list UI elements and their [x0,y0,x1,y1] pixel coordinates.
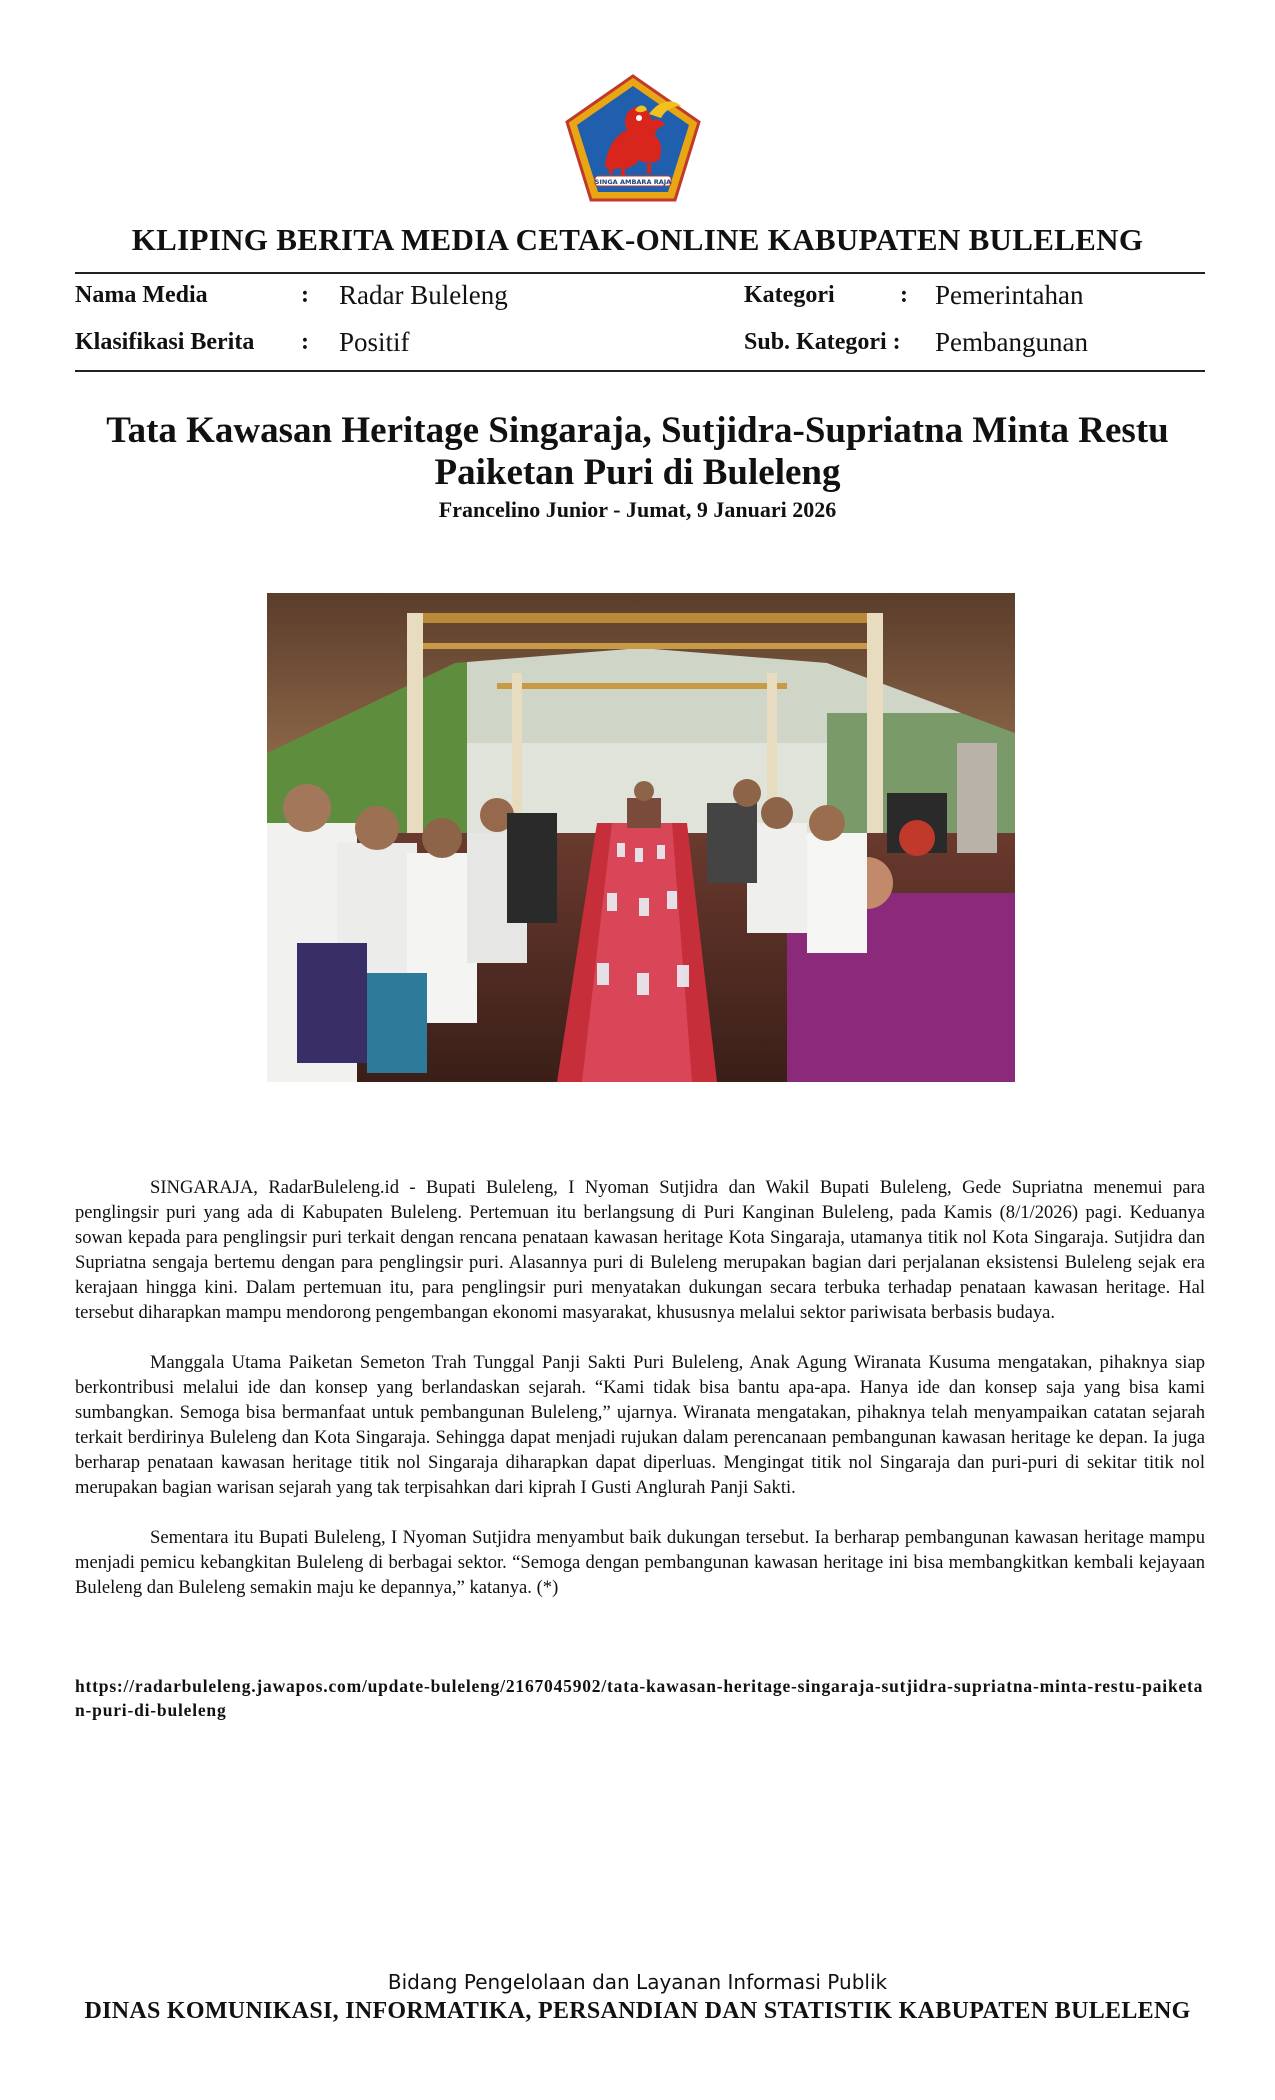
category-label: Kategori [744,282,835,308]
media-name-colon: : [301,282,309,308]
article-byline: Francelino Junior - Jumat, 9 Januari 2026 [438,497,837,522]
document-title: KLIPING BERITA MEDIA CETAK-ONLINE KABUPATEN BULELENG [131,222,1144,257]
subcategory-label: Sub. Kategori : [744,329,901,355]
header-divider-top [75,272,1205,274]
media-name-label: Nama Media [75,282,208,308]
category-value: Pemerintahan [935,280,1084,310]
article-paragraph: Manggala Utama Paiketan Semeton Trah Tunggal Panji Sakti Puri Buleleng, Anak Agung Wiranata Kusuma mengatakan, pihaknya siap berkontribusi melalui ide dan konsep yang berlandaskan sejarah. “Kami tidak bisa bantu apa-apa. Hanya ide dan konsep saja yang bisa kami sumbangkan. Semoga bisa bermanfaat untuk pembangunan Buleleng,” ujarnya. Wiranata mengatakan, pihaknya telah menyampaikan catatan sejarah terkait berdirinya Buleleng dan Kota Singaraja. Sehingga dapat menjadi rujukan dalam perencanaan pembangunan kawasan heritage ke depan. Ia juga berharap penataan kawasan heritage titik nol Singaraja diharapkan dapat diperluas. Mengingat titik nol Singaraja dan puri-puri di sekitar titik nol merupakan bagian warisan sejarah yang tak terpisahkan dari kiprah I Gusti Anglurah Panji Sakti. [75,1352,1205,1498]
article-body [75,1175,1205,1625]
media-name-value: Radar Buleleng [339,280,508,310]
svg-text:SINGA AMBARA RAJA: SINGA AMBARA RAJA [594,178,672,186]
article-photo [267,593,1015,1082]
footer-office: DINAS KOMUNIKASI, INFORMATIKA, PERSANDIAN DAN STATISTIK KABUPATEN BULELENG [84,1998,1191,2024]
article-paragraph: SINGARAJA, RadarBuleleng.id - Bupati Buleleng, I Nyoman Sutjidra dan Wakil Bupati Buleleng, Gede Supriatna menemui para penglingsir puri yang ada di Kabupaten Buleleng. Pertemuan itu berlangsung di Puri Kanginan Buleleng, pada Kamis (8/1/2026) pagi. Keduanya sowan kepada para penglingsir puri terkait dengan rencana penataan kawasan heritage Kota Singaraja, utamanya titik nol Kota Singaraja. Sutjidra dan Supriatna sengaja bertemu dengan para penglingsir puri. Alasannya puri di Buleleng merupakan bagian dari perjalanan eksistensi Buleleng sejak era kerajaan hingga kini. Dalam pertemuan itu, para penglingsir puri menyatakan dukungan secara terbuka terhadap penataan kawasan heritage. Hal tersebut diharapkan mampu mendorong pengembangan ekonomi masyarakat, khususnya melalui sektor pariwisata berbasis budaya. [75,1177,1205,1323]
classification-label: Klasifikasi Berita [75,329,255,355]
meeting-pavilion-photo [267,593,1015,1082]
classification-value: Positif [339,327,410,357]
header-divider-bottom [75,370,1205,372]
article-paragraph: Sementara itu Bupati Buleleng, I Nyoman Sutjidra menyambut baik dukungan tersebut. Ia berharap pembangunan kawasan heritage mampu menjadi pemicu kebangkitan Buleleng di berbagai sektor. “Semoga dengan pembangunan kawasan heritage ini bisa membangkitkan kembali kejayaan Buleleng dan Buleleng semakin maju ke depannya,” katanya. (*) [75,1527,1205,1598]
category-colon: : [900,282,908,308]
regency-logo [565,74,701,202]
singa-ambara-raja-emblem-icon [565,74,701,202]
article-headline: Tata Kawasan Heritage Singaraja, Sutjidra-Supriatna Minta Restu Paiketan Puri di Buleleng [106,410,1169,493]
footer-unit: Bidang Pengelolaan dan Layanan Informasi Publik [387,1970,888,1994]
subcategory-value: Pembangunan [935,327,1088,357]
classification-colon: : [301,329,309,355]
source-url-link[interactable]: https://radarbuleleng.jawapos.com/update-buleleng/2167045902/tata-kawasan-heritage-singaraja-sutjidra-supriatna-minta-restu-paiketan-puri-di-buleleng [75,1676,1204,1720]
